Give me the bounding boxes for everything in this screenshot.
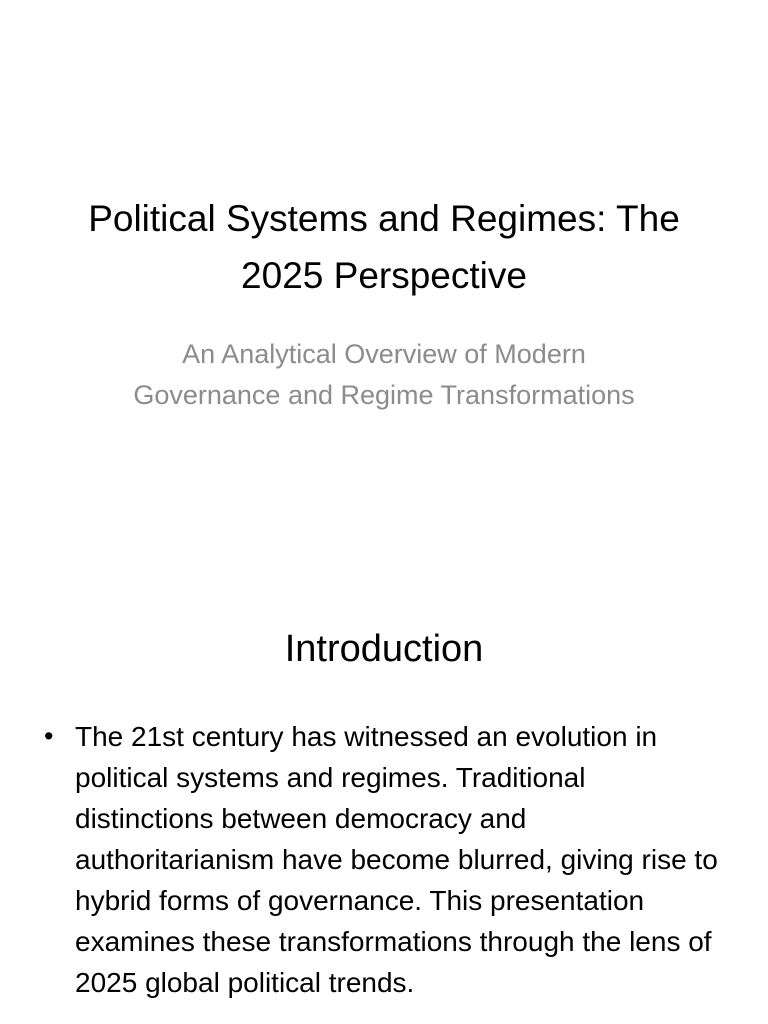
bullet-list	[40, 716, 730, 1003]
slide-heading: Introduction	[284, 628, 484, 670]
presentation-subtitle: An Analytical Overview of Modern Governance and Regime Transformations	[133, 339, 635, 410]
bullet-text: The 21st century has witnessed an evolution in political systems and regimes. Traditional distinctions between democracy and authoritarianism have become blurred, giving rise to hybrid forms of governance. This presentation examines these transformations through the lens of 2025 global political trends.	[75, 721, 718, 998]
list-item	[40, 716, 730, 1003]
introduction-slide	[0, 576, 768, 1024]
presentation-title: Political Systems and Regimes: The 2025 Perspective	[88, 198, 680, 296]
bullet-icon: •	[44, 721, 54, 751]
